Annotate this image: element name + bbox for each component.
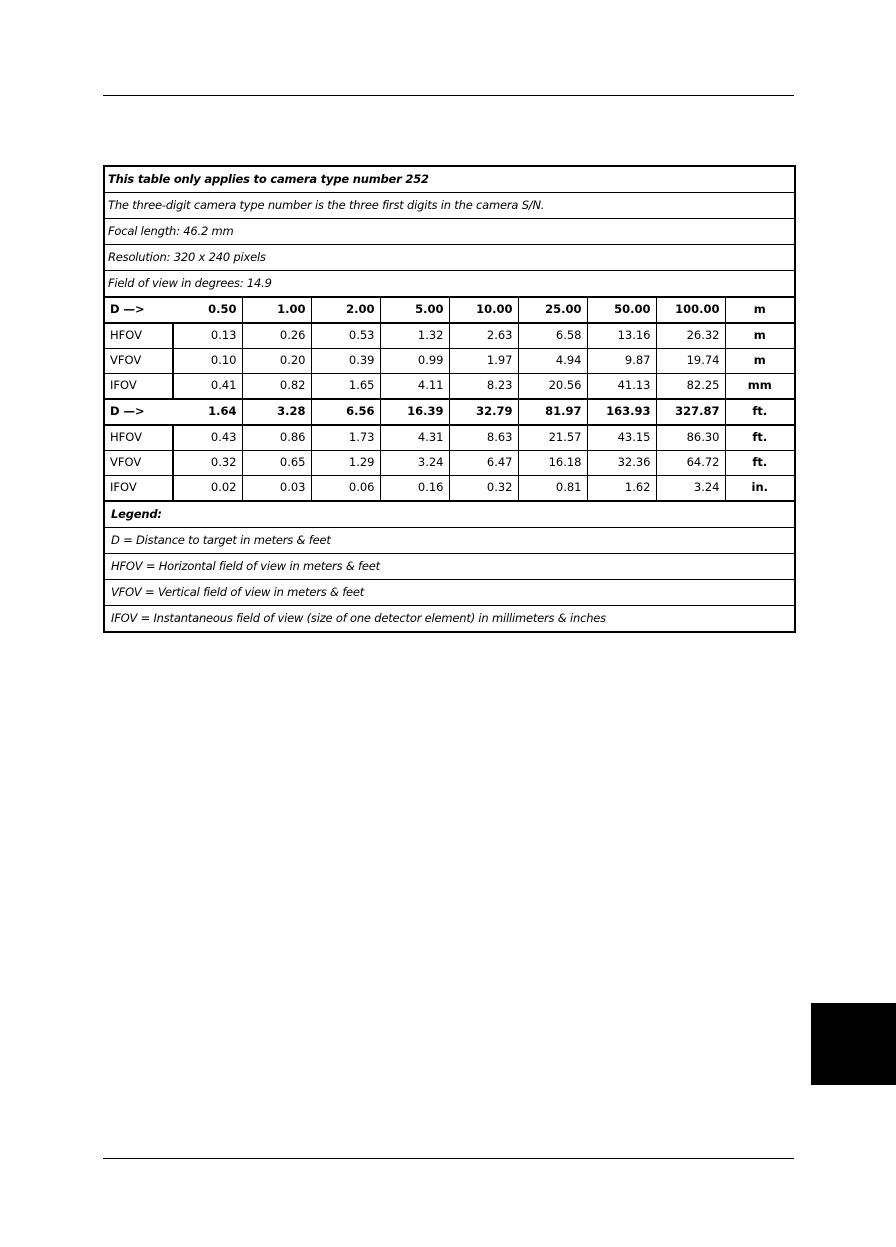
focal-length: Focal length: 46.2 mm <box>104 219 795 245</box>
value-cell: 0.65 <box>242 451 311 476</box>
unit-cell: ft. <box>725 451 795 476</box>
imperial-hfov-row <box>104 425 795 451</box>
legend-text: IFOV = Instantaneous field of view (size of one detector element) in millimeters & inches <box>104 606 795 633</box>
unit-cell: m <box>725 323 795 349</box>
value-cell: 2.63 <box>449 323 518 349</box>
imperial-vfov-row <box>104 451 795 476</box>
legend-item-d <box>104 528 795 554</box>
value-cell: 0.06 <box>311 476 380 502</box>
value-cell: 0.13 <box>173 323 242 349</box>
unit-cell: in. <box>725 476 795 502</box>
value-cell: 0.86 <box>242 425 311 451</box>
legend-item-hfov <box>104 554 795 580</box>
distance-cell: 50.00 <box>587 297 656 323</box>
value-cell: 16.18 <box>518 451 587 476</box>
row-label: IFOV <box>104 476 173 502</box>
value-cell: 13.16 <box>587 323 656 349</box>
distance-cell: 163.93 <box>587 399 656 425</box>
value-cell: 41.13 <box>587 374 656 400</box>
value-cell: 4.11 <box>380 374 449 400</box>
distance-cell: 5.00 <box>380 297 449 323</box>
value-cell: 0.16 <box>380 476 449 502</box>
distance-cell: 1.64 <box>173 399 242 425</box>
camera-spec-table <box>103 165 796 633</box>
value-cell: 1.73 <box>311 425 380 451</box>
header-rule <box>103 95 794 96</box>
value-cell: 6.47 <box>449 451 518 476</box>
row-label: VFOV <box>104 451 173 476</box>
value-cell: 3.24 <box>656 476 725 502</box>
distance-cell: 10.00 <box>449 297 518 323</box>
info-row-focal-length <box>104 219 795 245</box>
section-tab-marker <box>811 1003 896 1085</box>
value-cell: 0.10 <box>173 349 242 374</box>
value-cell: 1.97 <box>449 349 518 374</box>
value-cell: 0.03 <box>242 476 311 502</box>
value-cell: 0.32 <box>173 451 242 476</box>
value-cell: 6.58 <box>518 323 587 349</box>
metric-ifov-row <box>104 374 795 400</box>
value-cell: 64.72 <box>656 451 725 476</box>
imperial-distance-row <box>104 399 795 425</box>
distance-cell: 0.50 <box>173 297 242 323</box>
value-cell: 0.20 <box>242 349 311 374</box>
value-cell: 0.32 <box>449 476 518 502</box>
distance-cell: 100.00 <box>656 297 725 323</box>
value-cell: 43.15 <box>587 425 656 451</box>
value-cell: 0.81 <box>518 476 587 502</box>
row-label: HFOV <box>104 425 173 451</box>
legend-title: Legend: <box>104 501 795 528</box>
value-cell: 0.53 <box>311 323 380 349</box>
unit-cell: m <box>725 349 795 374</box>
distance-cell: 3.28 <box>242 399 311 425</box>
distance-cell: 81.97 <box>518 399 587 425</box>
value-cell: 3.24 <box>380 451 449 476</box>
row-label: IFOV <box>104 374 173 400</box>
info-row-type-note <box>104 193 795 219</box>
table-title: This table only applies to camera type number 252 <box>104 166 795 193</box>
info-row-title <box>104 166 795 193</box>
value-cell: 9.87 <box>587 349 656 374</box>
field-of-view: Field of view in degrees: 14.9 <box>104 271 795 298</box>
type-number-note: The three-digit camera type number is the three first digits in the camera S/N. <box>104 193 795 219</box>
distance-cell: 6.56 <box>311 399 380 425</box>
distance-cell: 25.00 <box>518 297 587 323</box>
value-cell: 8.23 <box>449 374 518 400</box>
value-cell: 19.74 <box>656 349 725 374</box>
metric-hfov-row <box>104 323 795 349</box>
unit-cell: ft. <box>725 399 795 425</box>
unit-cell: ft. <box>725 425 795 451</box>
info-row-resolution <box>104 245 795 271</box>
value-cell: 4.31 <box>380 425 449 451</box>
unit-cell: mm <box>725 374 795 400</box>
value-cell: 1.29 <box>311 451 380 476</box>
legend-text: VFOV = Vertical field of view in meters & feet <box>104 580 795 606</box>
value-cell: 1.32 <box>380 323 449 349</box>
unit-cell: m <box>725 297 795 323</box>
value-cell: 26.32 <box>656 323 725 349</box>
distance-cell: 1.00 <box>242 297 311 323</box>
metric-distance-row <box>104 297 795 323</box>
footer-rule <box>103 1158 794 1159</box>
legend-title-row <box>104 501 795 528</box>
metric-vfov-row <box>104 349 795 374</box>
value-cell: 82.25 <box>656 374 725 400</box>
legend-text: D = Distance to target in meters & feet <box>104 528 795 554</box>
info-row-fov <box>104 271 795 298</box>
value-cell: 0.82 <box>242 374 311 400</box>
value-cell: 0.39 <box>311 349 380 374</box>
d-label: D —> <box>104 297 173 323</box>
value-cell: 1.65 <box>311 374 380 400</box>
distance-cell: 327.87 <box>656 399 725 425</box>
value-cell: 0.43 <box>173 425 242 451</box>
distance-cell: 32.79 <box>449 399 518 425</box>
distance-cell: 2.00 <box>311 297 380 323</box>
value-cell: 1.62 <box>587 476 656 502</box>
value-cell: 0.02 <box>173 476 242 502</box>
row-label: VFOV <box>104 349 173 374</box>
imperial-ifov-row <box>104 476 795 502</box>
value-cell: 8.63 <box>449 425 518 451</box>
resolution: Resolution: 320 x 240 pixels <box>104 245 795 271</box>
d-label: D —> <box>104 399 173 425</box>
value-cell: 32.36 <box>587 451 656 476</box>
value-cell: 0.26 <box>242 323 311 349</box>
value-cell: 4.94 <box>518 349 587 374</box>
value-cell: 0.41 <box>173 374 242 400</box>
value-cell: 21.57 <box>518 425 587 451</box>
legend-item-vfov <box>104 580 795 606</box>
value-cell: 0.99 <box>380 349 449 374</box>
legend-item-ifov <box>104 606 795 633</box>
value-cell: 86.30 <box>656 425 725 451</box>
distance-cell: 16.39 <box>380 399 449 425</box>
legend-text: HFOV = Horizontal field of view in meters & feet <box>104 554 795 580</box>
value-cell: 20.56 <box>518 374 587 400</box>
row-label: HFOV <box>104 323 173 349</box>
